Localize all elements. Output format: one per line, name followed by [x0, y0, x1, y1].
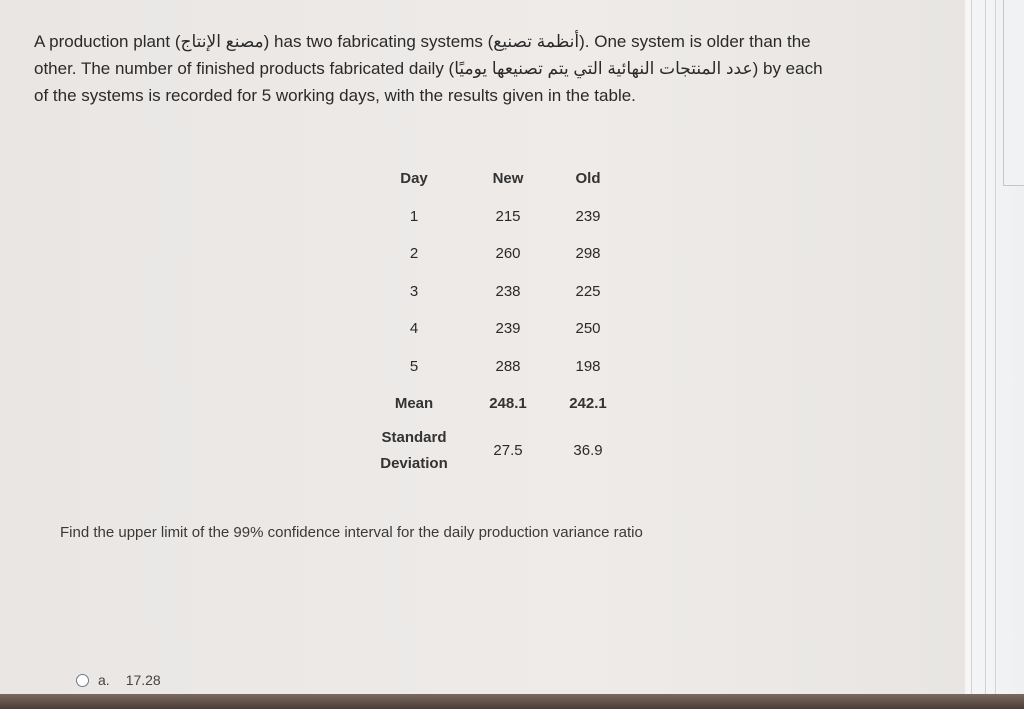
- intro-line-1: A production plant (مصنع الإنتاج) has two fabricating systems (أنظمة تصنيع). One system is older than the: [34, 32, 811, 51]
- cell-day: 4: [409, 320, 419, 338]
- production-table: [360, 160, 628, 479]
- sd-label-line-1: Standard: [381, 428, 447, 446]
- intro-line-3: of the systems is recorded for 5 working days, with the results given in the table.: [34, 86, 636, 105]
- cell-new: 288: [495, 357, 521, 375]
- table-header-row: [360, 160, 628, 198]
- mean-row: [360, 385, 628, 423]
- intro-line-2: other. The number of finished products fabricated daily (عدد المنتجات النهائية التي يتم تصنيعها يوميًا) by each: [34, 59, 823, 78]
- mean-new: 248.1: [489, 395, 527, 413]
- sd-row: [360, 423, 628, 479]
- divider: [971, 0, 972, 709]
- cell-new: 239: [495, 320, 521, 338]
- bottom-bar: [0, 694, 1024, 709]
- divider: [995, 0, 996, 709]
- option-value: 17.28: [125, 672, 161, 688]
- table-row: [360, 235, 628, 273]
- cell-day: 1: [409, 207, 419, 225]
- divider: [985, 0, 986, 709]
- cell-day: 2: [409, 245, 419, 263]
- header-day: Day: [400, 170, 428, 188]
- cell-old: 198: [575, 357, 601, 375]
- cell-old: 239: [575, 207, 601, 225]
- cell-new: 215: [495, 207, 521, 225]
- problem-statement: [34, 28, 934, 109]
- sd-new: 27.5: [493, 442, 523, 459]
- sd-label: [360, 423, 468, 479]
- sd-label-line-2: Deviation: [380, 454, 448, 472]
- right-panel: [965, 0, 1024, 709]
- cell-old: 225: [575, 282, 601, 300]
- table-row: [360, 310, 628, 348]
- cell-new: 260: [495, 245, 521, 263]
- table-row: [360, 348, 628, 386]
- sd-old: 36.9: [573, 442, 603, 459]
- cell-day: 5: [409, 357, 419, 375]
- header-old: Old: [575, 170, 601, 188]
- cell-day: 3: [409, 282, 419, 300]
- cell-old: 298: [575, 245, 601, 263]
- cell-old: 250: [575, 320, 601, 338]
- mean-label: Mean: [394, 395, 434, 413]
- question-text: Find the upper limit of the 99% confidence interval for the daily production variance ratio: [60, 524, 643, 541]
- radio-button-icon[interactable]: [76, 674, 89, 687]
- mean-old: 242.1: [569, 395, 607, 413]
- side-box: [1003, 0, 1024, 186]
- option-letter: a.: [98, 672, 110, 688]
- table-row: [360, 273, 628, 311]
- cell-new: 238: [495, 282, 521, 300]
- answer-option-a[interactable]: [76, 672, 161, 688]
- table-row: [360, 198, 628, 236]
- header-new: New: [492, 170, 524, 188]
